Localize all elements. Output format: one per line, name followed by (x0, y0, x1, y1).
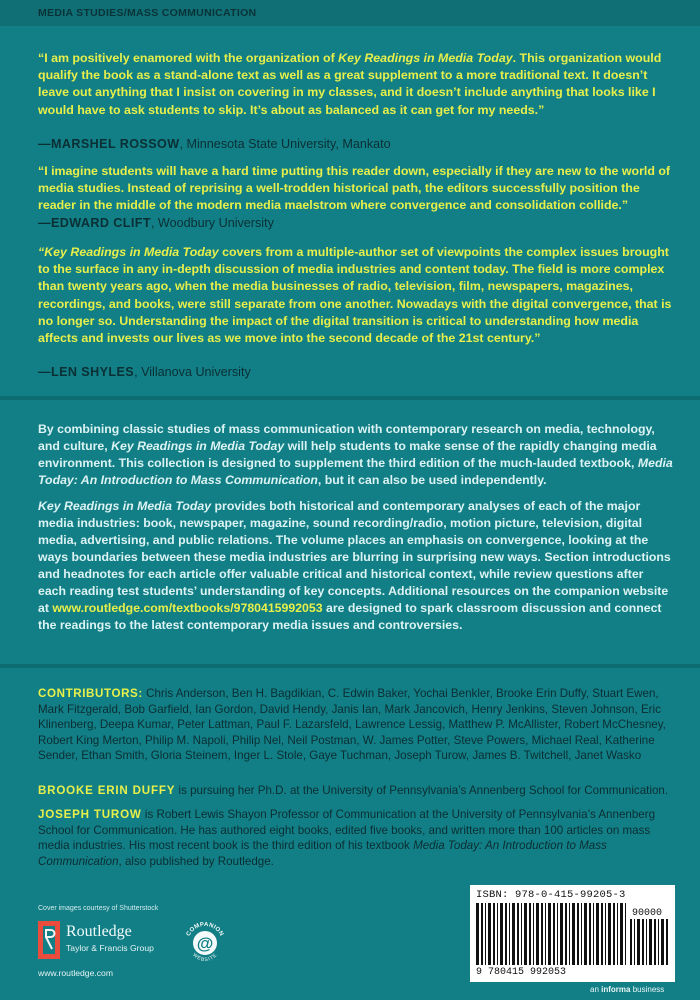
price-code: 90000 (632, 908, 663, 919)
book-title: Key Readings in Media Today (111, 439, 285, 453)
description-paragraph-1 (38, 421, 674, 489)
informa-tagline: an informa business (590, 985, 665, 994)
section-divider (0, 396, 700, 400)
barcode-bars (476, 903, 626, 965)
barcode-addon-bars (630, 919, 670, 965)
companion-website-link[interactable]: www.routledge.com/textbooks/9780415992053 (52, 601, 323, 615)
publisher-group: Taylor & Francis Group (66, 943, 154, 953)
description-text: are designed to spark classroom discussion and connect the readings to the latest contemporary media issues and controversies. (38, 601, 662, 632)
endorsement-quote-2 (38, 163, 674, 215)
image-credits: Cover images courtesy of Shutterstock (38, 905, 159, 912)
publisher-website[interactable]: www.routledge.com (38, 968, 113, 978)
isbn-barcode (470, 885, 675, 982)
book-title: Key Readings in Media Today (38, 499, 212, 513)
category-label: MEDIA STUDIES/MASS COMMUNICATION (38, 7, 257, 19)
reviewer-affiliation: , Woodbury University (150, 216, 274, 230)
reviewer-affiliation: , Minnesota State University, Mankato (179, 137, 391, 151)
editor-bio-text: is Robert Lewis Shayon Professor of Communication at the University of Pennsylvania’s Annenberg School for Communication. He has authored eight books, edited five books, and written more than 100 articles on mass media industries. His most recent book is the third edition of his textbook (38, 808, 656, 853)
editor-bio-text: is pursuing her Ph.D. at the University of Pennsylvania’s Annenberg School for Communication. (175, 784, 669, 797)
editor-name: BROOKE ERIN DUFFY (38, 784, 176, 797)
routledge-mark-icon (38, 921, 60, 959)
quote-text: “I am positively enamored with the organization of (38, 51, 339, 65)
companion-website-icon (180, 918, 230, 968)
description-paragraph-2 (38, 498, 674, 634)
quote-text: covers from a multiple-author set of viewpoints the complex issues brought to the surface in any in-depth discussion of media industries and content today. The field is more complex than twenty years ago, when the media businesses of radio, television, film, newspapers, magazines, recordings, and books, were still separate from one another. Nowadays with the digital convergence, that is no longer so. Understanding the impact of the digital transition is critical to understanding how media affects and invests our lives as we move into the second decade of the 21st century.” (38, 245, 672, 346)
publisher-logo (38, 921, 168, 981)
description-text: By combining classic studies of mass communication with contemporary research on media, technology, and culture, (38, 422, 655, 453)
reviewer-name: —LEN SHYLES (38, 365, 135, 379)
textbook-title: Media Today: An Introduction to Mass Communication (38, 839, 607, 868)
reviewer-affiliation: , Villanova University (134, 365, 251, 379)
contributors-names: Chris Anderson, Ben H. Bagdikian, C. Edwin Baker, Yochai Benkler, Brooke Erin Duffy, Stuart Ewen, Mark Fitzgerald, Bob Garfield, Ian Gordon, David Hendy, Janis Ian, Mark Jancovich, Henry Jenkins, Steven Johnson, Eric Klinenberg, Deepa Kumar, Peter Lattman, Paul F. Lazarsfeld, Lawrence Lessig, Matthew P. McAllister, Robert McChesney, Robert King Merton, Philip M. Napoli, Philip Nel, Neil Postman, W. James Potter, Steve Powers, Michael Real, Katherine Sender, Ethan Smith, Gloria Steinem, Inger L. Stole, Gaye Tuchman, Joseph Turow, James B. Twitchell, Janet Wasko (38, 687, 666, 763)
contributors-label: CONTRIBUTORS: (38, 687, 143, 700)
description-text: , but it can also be used independently. (317, 473, 547, 487)
companion-label-bottom: WEBSITE (191, 952, 219, 964)
editor-bio-turow (38, 807, 678, 869)
quote-attribution-1 (38, 137, 674, 151)
barcode-number: 9 780415 992053 (476, 967, 567, 978)
quote-text: . This organization would qualify the book as a stand-alone text as well as a great supplement to a more traditional text. It doesn’t leave out anything that I insist on covering in my classes, and it doesn’t include anything that looks like I would have to ask students to skip. It’s about as balanced as it can get for my needs.” (38, 51, 662, 117)
quote-attribution-2 (38, 216, 674, 230)
reviewer-name: —MARSHEL ROSSOW (38, 137, 180, 151)
isbn-text: ISBN: 978-0-415-99205-3 (476, 889, 626, 901)
contributors-list (38, 686, 674, 764)
editor-name: JOSEPH TUROW (38, 808, 142, 821)
quote-text: “ (38, 245, 45, 259)
description-text: provides both historical and contemporary analyses of each of the major media industries: book, newspaper, magazine, sound recording/radio, motion picture, television, digital media, advertising, and public relations. The volume places an emphasis on convergence, looking at the ways boundaries between these media industries are blurring in surprising new ways. Section introductions and headnotes for each article offer valuable critical and historical context, while review questions after each reading test students’ understanding of key concepts. Additional resources on the companion website at (38, 499, 671, 615)
publisher-name: Routledge (66, 923, 132, 940)
endorsement-quote-3 (38, 244, 674, 347)
category-bar (0, 0, 700, 26)
quote-text: “I imagine students will have a hard time putting this reader down, especially if they are new to the world of media studies. Instead of reprising a well-trodden historical path, the editors successfully position the reader in the middle of the modern media maelstrom where convergence and consolidation collide.” (38, 164, 671, 213)
editor-bio-duffy (38, 783, 678, 799)
companion-label-top: COMPANION (185, 921, 225, 938)
quote-attribution-3 (38, 365, 674, 379)
book-title: Key Readings in Media Today (338, 51, 513, 65)
section-divider (0, 664, 700, 668)
description-text: will help students to make sense of the rapidly changing media environment. This collection is designed to supplement the third edition of the much-lauded textbook, (38, 439, 657, 470)
book-title: Key Readings in Media Today (44, 245, 219, 259)
endorsement-quote-1 (38, 50, 674, 119)
reviewer-name: —EDWARD CLIFT (38, 216, 151, 230)
editor-bio-text: , also published by Routledge. (118, 854, 274, 868)
svg-text:@: @ (196, 934, 214, 953)
textbook-title: Media Today: An Introduction to Mass Communication (38, 456, 673, 487)
